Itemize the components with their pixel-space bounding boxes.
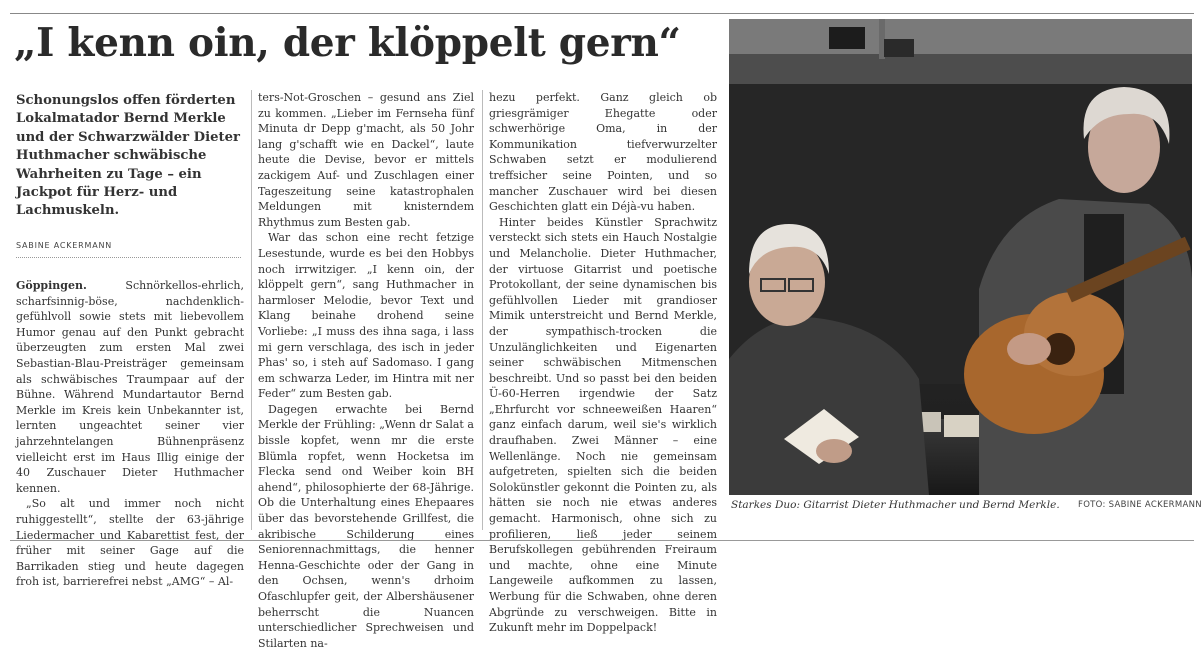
article-column-3	[489, 90, 717, 636]
article-paragraph: War das schon eine recht fetzige Lesestunde, wurde es bei den Hobbys noch irrwitziger. „I kenn oin, der klöppelt gern“, sang Huthmacher in harmloser Melodie, bevor Text und Klang beinahe drohend seine Vorliebe: „I muss des ihna saga, i lass mi gern verschlaga, des isch in jeder Phas' so, i steh auf Sadomaso. I gang em schwarza Leder, im Hintra mit ner Feder“ zum Besten gab.	[258, 231, 474, 401]
article-column-2	[258, 90, 474, 651]
byline-divider	[16, 257, 241, 258]
article-paragraph	[16, 278, 244, 496]
photo-illustration	[729, 19, 1192, 495]
top-rule	[10, 13, 1194, 14]
article-column-1	[16, 278, 244, 590]
article-paragraph: „So alt und immer noch nicht ruhiggestellt“, stellte der 63-jährige Liedermacher und Kabarettist fest, der früher mit seiner Gage auf die Barrikaden stieg und heute dagegen froh ist, barrierefrei nebst „AMG“ – Al-	[16, 497, 244, 589]
paragraph-text: Schnörkellos-ehrlich, scharfsinnig-böse, nachdenklich-gefühlvoll sowie stets mit liebevollem Humor genau auf den Punkt gebracht überzeugten zum ersten Mal zwei Sebastian-Blau-Preisträger gemeinsam als schwäbisches Traumpaar auf der Bühne. Während Mundartautor Bernd Merkle im Kreis kein Unbekannter ist, lernten ungeachtet seiner vier jahrzehntelangen Bühnenpräsenz vielleicht erst im Haus Illig einige der 40 Zuschauer Dieter Huthmacher kennen.	[16, 279, 244, 495]
teaser: Schonungslos offen förderten Lokalmatador Bernd Merkle und der Schwarzwälder Dieter Huthmacher schwäbische Wahrheiten zu Tage – ein Jackpot für Herz- und Lachmuskeln.	[16, 93, 240, 219]
bottom-rule	[10, 540, 1194, 541]
photo-caption: Starkes Duo: Gitarrist Dieter Huthmacher und Bernd Merkle.	[731, 499, 1060, 511]
column-divider	[251, 90, 252, 530]
article-photo	[729, 19, 1192, 495]
dateline: Göppingen.	[16, 279, 87, 292]
article-paragraph: hezu perfekt. Ganz gleich ob griesgrämiger Ehegatte oder schwerhörige Oma, in der Kommunikation tiefverwurzelter Schwaben setzt er modulierend treffsicher seine Pointen, und so mancher Zuschauer wird bei diesen Geschichten glatt ein Déjà-vu haben.	[489, 91, 717, 214]
column-divider	[482, 90, 483, 530]
photo-credit: FOTO: SABINE ACKERMANN	[1078, 500, 1202, 510]
article-paragraph: Dagegen erwachte bei Bernd Merkle der Frühling: „Wenn dr Salat a bissle kopfet, wenn mr die erste Blümla ropfet, wenn Hocketsa im Flecka send ond Weiber koin BH ahend“, philosophierte der 68-Jährige. Ob die Unterhaltung eines Ehepaares über das bevorstehende Grillfest, die akribische Schilderung eines Seniorennachmittags, die henner Henna-Geschichte oder der Gang in den Ochsen, wenn's drhoim Ofaschlupfer geit, der Albershäusener beherrscht die Nuancen unterschiedlicher Sprechweisen und Stilarten na-	[258, 402, 474, 650]
headline: „I kenn oin, der klöppelt gern“	[14, 20, 681, 66]
byline: SABINE ACKERMANN	[16, 241, 113, 250]
article-paragraph: Hinter beides Künstler Sprachwitz versteckt sich stets ein Hauch Nostalgie und Melancholie. Dieter Huthmacher, der virtuose Gitarrist und poetische Protokollant, der seine dynamischen bis gefühlvollen Lieder mit grandioser Mimik unterstreicht und Bernd Merkle, der sympathisch-trocken die Unzulänglichkeiten und Eigenarten seiner schwäbischen Mitmenschen beschreibt. Und so passt bei den beiden Ü-60-Herren irgendwie der Satz „Ehrfurcht vor schneeweißen Haaren“ ganz einfach darum, weil sie's wirklich draufhaben. Zwei Männer – eine Wellenlänge. Noch nie gemeinsam aufgetreten, spielten sich die beiden Solokünstler gekonnt die Pointen zu, als hätten sie noch nie etwas anderes gemacht. Harmonisch, ohne sich zu profilieren, ließ jeder seinem Berufskollegen gebührenden Freiraum und machte, ohne eine Minute Langeweile aufkommen zu lassen, Werbung für die Schwaben, ohne deren Abgründe zu verschweigen. Bitte in Zukunft mehr im Doppelpack!	[489, 215, 717, 635]
article-paragraph: ters-Not-Groschen – gesund ans Ziel zu kommen. „Lieber im Fernseha fünf Minuta dr Depp g'macht, als 50 Johr lang g'schafft wie en Dackel“, laute heute die Devise, bevor er mittels zackigem Auf- und Zuschlagen einer Tageszeitung seine katastrophalen Meldungen mit knisterndem Rhythmus zum Besten gab.	[258, 91, 474, 229]
